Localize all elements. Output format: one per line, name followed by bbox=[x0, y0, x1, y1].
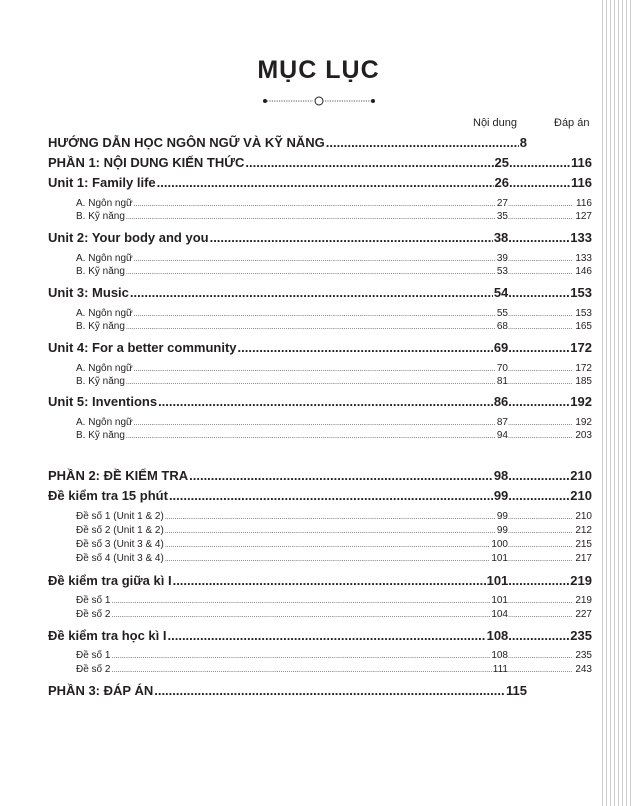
dot-leader bbox=[508, 366, 572, 373]
toc-subentry-answer: 133 bbox=[575, 253, 592, 264]
toc-entry-label: HƯỚNG DẪN HỌC NGÔN NGỮ VÀ KỸ NĂNG bbox=[48, 135, 325, 150]
toc-subentry-answer: 127 bbox=[575, 211, 592, 222]
dot-leader bbox=[508, 269, 572, 276]
toc-subentry-label: Đề số 3 (Unit 3 & 4) bbox=[76, 539, 164, 550]
toc-entry-page: 101 bbox=[486, 573, 509, 588]
toc-subentry-label: Đề số 2 bbox=[76, 664, 111, 675]
toc-subentry-answer: 203 bbox=[575, 430, 592, 441]
dot-leader bbox=[165, 542, 491, 549]
toc-subentry[interactable] bbox=[76, 539, 592, 552]
toc-subentry-label: A. Ngôn ngữ bbox=[76, 308, 133, 319]
toc-subentry-label: A. Ngôn ngữ bbox=[76, 253, 133, 264]
toc-subentry[interactable] bbox=[76, 253, 592, 266]
dot-leader bbox=[158, 394, 493, 409]
toc-entry-label: PHẦN 2: ĐỀ KIỂM TRA bbox=[48, 468, 189, 483]
dot-leader bbox=[210, 230, 493, 245]
toc-subentry-label: A. Ngôn ngữ bbox=[76, 363, 133, 374]
toc-entry-page: 86 bbox=[493, 394, 509, 409]
dot-leader bbox=[157, 175, 494, 190]
toc-entry-page: 108 bbox=[486, 628, 509, 643]
toc-subentry-page: 108 bbox=[491, 650, 508, 661]
toc-subentry-label: Đề số 4 (Unit 3 & 4) bbox=[76, 553, 164, 564]
dot-leader bbox=[508, 556, 572, 563]
toc-entry-label: Đề kiểm tra 15 phút bbox=[48, 488, 168, 503]
dot-leader bbox=[173, 573, 486, 588]
toc-subentry-page: 101 bbox=[491, 553, 508, 564]
dot-leader bbox=[111, 612, 490, 619]
toc-entry-page: 54 bbox=[493, 285, 509, 300]
toc-subentry-label: B. Kỹ năng bbox=[76, 211, 125, 222]
toc-entry-15-minute-tests[interactable] bbox=[48, 488, 592, 506]
toc-subentry[interactable] bbox=[76, 363, 592, 376]
toc-entry-final-tests[interactable] bbox=[48, 628, 592, 646]
dot-leader bbox=[508, 598, 572, 605]
toc-subentry-answer: 185 bbox=[575, 376, 592, 387]
dot-leader bbox=[508, 488, 570, 503]
toc-subentry-answer: 116 bbox=[576, 198, 592, 209]
toc-subentry-label: B. Kỹ năng bbox=[76, 321, 125, 332]
toc-entry-label: Unit 3: Music bbox=[48, 285, 129, 300]
column-header-answers: Đáp án bbox=[554, 117, 590, 129]
toc-entry-unit-2[interactable] bbox=[48, 230, 592, 248]
toc-entry-answer: 192 bbox=[570, 394, 592, 409]
dot-leader bbox=[154, 683, 505, 698]
dot-leader bbox=[326, 135, 519, 150]
toc-entry-label: Unit 4: For a better community bbox=[48, 340, 237, 355]
dot-leader bbox=[189, 468, 493, 483]
toc-entry-page: 26 bbox=[494, 175, 510, 190]
toc-subentry-page: 27 bbox=[496, 198, 508, 209]
toc-entry-label: Unit 5: Inventions bbox=[48, 394, 158, 409]
dot-leader bbox=[238, 340, 493, 355]
toc-subentry-answer: 192 bbox=[575, 417, 592, 428]
toc-subentry[interactable] bbox=[76, 595, 592, 608]
page-title: MỤC LỤC bbox=[257, 56, 380, 84]
toc-entry-answer: 116 bbox=[571, 155, 592, 170]
toc-subentry-answer: 165 bbox=[575, 321, 592, 332]
toc-entry-answer: 116 bbox=[571, 175, 592, 190]
toc-subentry-label: Đề số 2 (Unit 1 & 2) bbox=[76, 525, 164, 536]
toc-subentry-label: Đề số 1 (Unit 1 & 2) bbox=[76, 511, 164, 522]
toc-subentry-answer: 219 bbox=[575, 595, 592, 606]
dot-leader bbox=[134, 420, 496, 427]
toc-entry-unit-1[interactable] bbox=[48, 175, 592, 193]
toc-subentry[interactable] bbox=[76, 376, 592, 389]
toc-subentry-page: 87 bbox=[496, 417, 508, 428]
toc-subentry[interactable] bbox=[76, 664, 592, 677]
toc-entry-unit-3[interactable] bbox=[48, 285, 592, 303]
toc-entry-answer: 153 bbox=[570, 285, 592, 300]
toc-subentry-page: 100 bbox=[491, 539, 508, 550]
toc-subentry-page: 68 bbox=[496, 321, 508, 332]
dot-leader bbox=[126, 269, 496, 276]
toc-entry-answer: 210 bbox=[570, 488, 592, 503]
dot-leader bbox=[508, 528, 572, 535]
dot-leader bbox=[508, 230, 570, 245]
dot-leader bbox=[508, 667, 572, 674]
toc-subentry-label: Đề số 2 bbox=[76, 609, 111, 620]
dot-leader bbox=[111, 653, 490, 660]
toc-subentry[interactable] bbox=[76, 511, 592, 524]
dot-leader bbox=[508, 311, 572, 318]
toc-subentry-label: B. Kỹ năng bbox=[76, 266, 125, 277]
toc-entry-page: 99 bbox=[493, 488, 509, 503]
toc-entry-page: 38 bbox=[493, 230, 509, 245]
dot-leader bbox=[126, 433, 496, 440]
toc-subentry[interactable] bbox=[76, 198, 592, 211]
dot-leader bbox=[165, 514, 496, 521]
toc-subentry-page: 81 bbox=[496, 376, 508, 387]
dot-leader bbox=[508, 653, 572, 660]
toc-entry-unit-4[interactable] bbox=[48, 340, 592, 358]
dot-leader bbox=[130, 285, 493, 300]
dot-leader bbox=[111, 667, 491, 674]
toc-subentry-answer: 172 bbox=[575, 363, 592, 374]
toc-subentry-page: 55 bbox=[496, 308, 508, 319]
dot-leader bbox=[134, 311, 496, 318]
dot-leader bbox=[508, 256, 572, 263]
toc-subentry[interactable] bbox=[76, 525, 592, 538]
toc-entry-page: 115 bbox=[506, 683, 527, 698]
toc-entry-answer: 172 bbox=[570, 340, 592, 355]
toc-subentry-label: B. Kỹ năng bbox=[76, 430, 125, 441]
toc-subentry-label: B. Kỹ năng bbox=[76, 376, 125, 387]
toc-subentry-label: A. Ngôn ngữ bbox=[76, 198, 133, 209]
dot-leader bbox=[508, 394, 570, 409]
toc-subentry-page: 39 bbox=[496, 253, 508, 264]
dot-leader bbox=[508, 433, 572, 440]
toc-entry-part-3[interactable] bbox=[48, 683, 592, 701]
toc-entry-label: Unit 1: Family life bbox=[48, 175, 156, 190]
dot-leader bbox=[126, 379, 496, 386]
toc-subentry-answer: 235 bbox=[575, 650, 592, 661]
toc-entry-answer: 133 bbox=[570, 230, 592, 245]
toc-entry-label: Đề kiểm tra giữa kì I bbox=[48, 573, 172, 588]
toc-subentry[interactable] bbox=[76, 417, 592, 430]
dot-leader bbox=[508, 542, 572, 549]
dot-leader bbox=[509, 175, 571, 190]
toc-entry-answer: 219 bbox=[570, 573, 592, 588]
toc-subentry-answer: 210 bbox=[575, 511, 592, 522]
dot-leader bbox=[508, 214, 572, 221]
toc-entry-midterm-tests[interactable] bbox=[48, 573, 592, 591]
dot-leader bbox=[508, 514, 572, 521]
toc-subentry-answer: 146 bbox=[575, 266, 592, 277]
toc-subentry-page: 101 bbox=[491, 595, 508, 606]
toc-subentry[interactable] bbox=[76, 609, 592, 622]
toc-subentry-answer: 212 bbox=[575, 525, 592, 536]
toc-subentry-page: 104 bbox=[491, 609, 508, 620]
toc-subentry[interactable] bbox=[76, 266, 592, 279]
toc-entry-part-1[interactable] bbox=[48, 155, 592, 173]
toc-entry-guide[interactable] bbox=[48, 135, 592, 153]
toc-subentry-page: 53 bbox=[496, 266, 508, 277]
toc-subentry-page: 99 bbox=[496, 511, 508, 522]
toc-subentry-page: 99 bbox=[496, 525, 508, 536]
toc-subentry[interactable] bbox=[76, 211, 592, 224]
dot-leader bbox=[508, 201, 572, 208]
toc-subentry-page: 35 bbox=[496, 211, 508, 222]
toc-entry-page: 98 bbox=[493, 468, 509, 483]
toc-subentry[interactable] bbox=[76, 308, 592, 321]
toc-subentry-page: 94 bbox=[496, 430, 508, 441]
dot-leader bbox=[126, 324, 496, 331]
toc-subentry-answer: 217 bbox=[575, 553, 592, 564]
dot-leader bbox=[165, 556, 491, 563]
dot-leader bbox=[508, 420, 572, 427]
dot-leader bbox=[165, 528, 496, 535]
dot-leader bbox=[111, 598, 490, 605]
toc-subentry[interactable] bbox=[76, 553, 592, 566]
toc-subentry[interactable] bbox=[76, 650, 592, 663]
dot-leader bbox=[508, 324, 572, 331]
toc-subentry-answer: 243 bbox=[575, 664, 592, 675]
dot-leader bbox=[126, 214, 496, 221]
toc-subentry-answer: 227 bbox=[575, 609, 592, 620]
toc-subentry[interactable] bbox=[76, 430, 592, 443]
toc-entry-unit-5[interactable] bbox=[48, 394, 592, 412]
toc-entry-label: PHẦN 3: ĐÁP ÁN bbox=[48, 683, 154, 698]
dot-leader bbox=[245, 155, 493, 170]
toc-entry-page: 8 bbox=[519, 135, 527, 150]
toc-entry-page: 25 bbox=[494, 155, 510, 170]
page-edge-lines bbox=[597, 0, 637, 806]
dot-leader bbox=[509, 155, 571, 170]
dot-leader bbox=[508, 612, 572, 619]
toc-subentry-label: Đề số 1 bbox=[76, 595, 111, 606]
dot-leader bbox=[508, 468, 570, 483]
toc-subentry-page: 111 bbox=[492, 664, 508, 675]
toc-entry-part-2[interactable] bbox=[48, 468, 592, 486]
column-header-content: Nội dung bbox=[473, 117, 518, 129]
dot-leader bbox=[508, 340, 570, 355]
toc-subentry-answer: 215 bbox=[575, 539, 592, 550]
toc-entry-label: PHẦN 1: NỘI DUNG KIẾN THỨC bbox=[48, 155, 245, 170]
dot-leader bbox=[508, 573, 570, 588]
toc-entry-page: 69 bbox=[493, 340, 509, 355]
dot-leader bbox=[508, 628, 570, 643]
dot-leader bbox=[168, 628, 486, 643]
toc-subentry-label: Đề số 1 bbox=[76, 650, 111, 661]
dot-leader bbox=[134, 201, 496, 208]
toc-entry-answer: 210 bbox=[570, 468, 592, 483]
dot-leader bbox=[508, 379, 572, 386]
toc-entry-label: Đề kiểm tra học kì I bbox=[48, 628, 167, 643]
toc-entry-answer: 235 bbox=[570, 628, 592, 643]
title-ornament bbox=[262, 95, 376, 107]
toc-subentry-answer: 153 bbox=[575, 308, 592, 319]
dot-leader bbox=[508, 285, 570, 300]
dot-leader bbox=[134, 256, 496, 263]
dot-leader bbox=[169, 488, 493, 503]
toc-entry-label: Unit 2: Your body and you bbox=[48, 230, 209, 245]
toc-subentry[interactable] bbox=[76, 321, 592, 334]
dot-leader bbox=[134, 366, 496, 373]
toc-subentry-label: A. Ngôn ngữ bbox=[76, 417, 133, 428]
toc-subentry-page: 70 bbox=[496, 363, 508, 374]
